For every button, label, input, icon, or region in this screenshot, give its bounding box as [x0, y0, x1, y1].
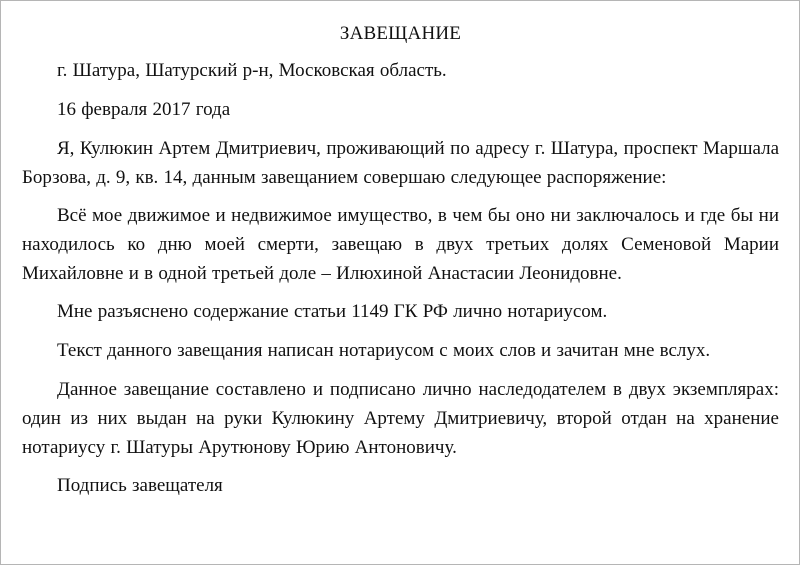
signature-label: Подпись завещателя: [57, 475, 223, 496]
document-title: ЗАВЕЩАНИЕ: [339, 23, 462, 44]
property-bequest-paragraph: Всё мое движимое и недвижимое имущество, в чем бы оно ни заключалось и где бы ни находилось ко дню моей смерти, завещаю в двух третьих долях Семеновой Марии Михайловне и в одной третьей доле – Илюхиной Анастасии Леонидовне.: [22, 205, 779, 284]
document-place: г. Шатура, Шатурский р-н, Московская область.: [57, 60, 447, 81]
testator-declaration-paragraph: Я, Кулюкин Артем Дмитриевич, проживающий по адресу г. Шатура, проспект Маршала Борзова, д. 9, кв. 14, данным завещанием совершаю следующее распоряжение:: [22, 138, 779, 188]
document-body: [22, 19, 779, 509]
document-date: 16 февраля 2017 года: [57, 99, 231, 120]
law-explanation-paragraph: Мне разъяснено содержание статьи 1149 ГК РФ лично нотариусом.: [57, 301, 608, 322]
notary-writing-paragraph: Текст данного завещания написан нотариусом с моих слов и зачитан мне вслух.: [57, 340, 711, 361]
copies-paragraph: Данное завещание составлено и подписано лично наследодателем в двух экземплярах: один из них выдан на руки Кулюкину Артему Дмитриевичу, второй отдан на хранение нотариусу г. Шатуры Арутюнову Юрию Антоновичу.: [22, 379, 779, 458]
